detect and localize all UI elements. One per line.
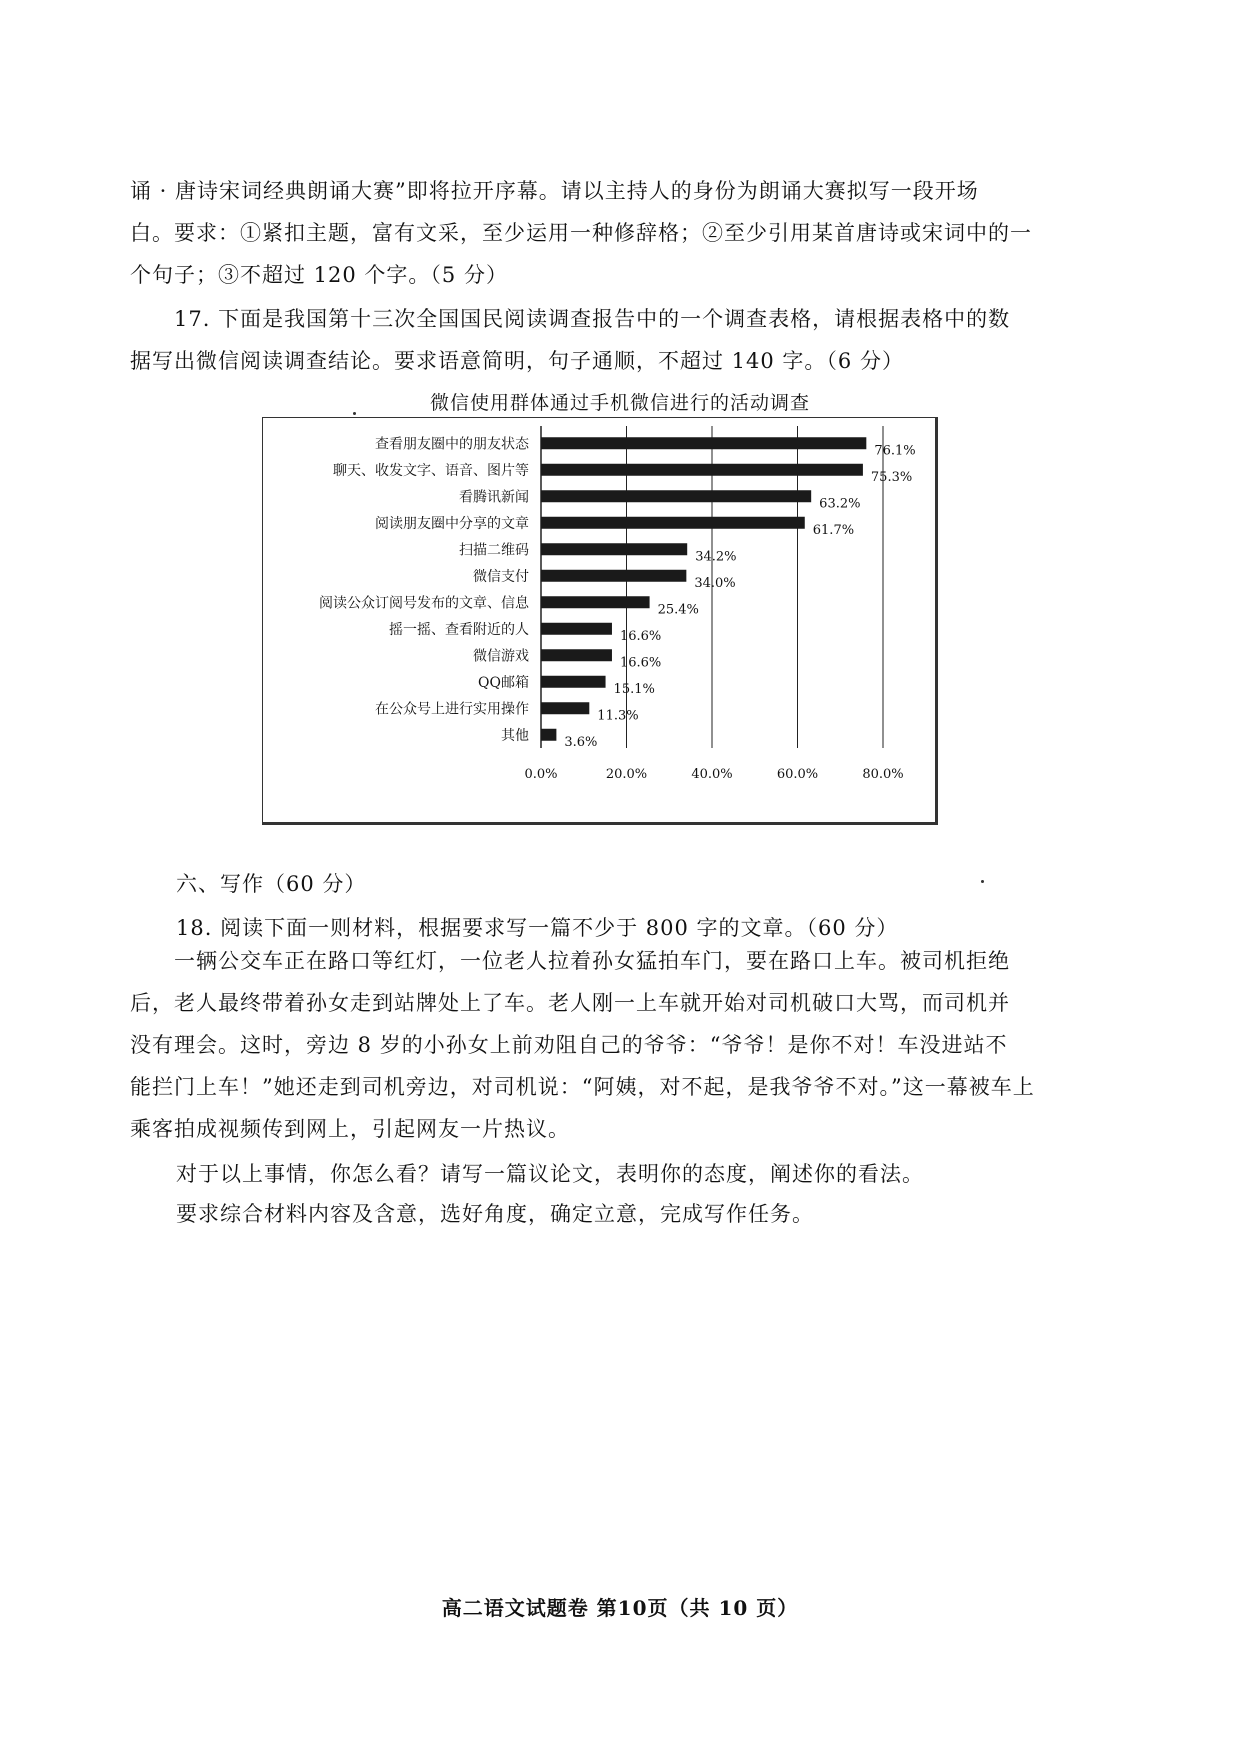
category-label: 摇一摇、查看附近的人 bbox=[389, 621, 529, 638]
chart-title: 微信使用群体通过手机微信进行的活动调查 bbox=[429, 392, 810, 414]
category-label: 聊天、收发文字、语音、图片等 bbox=[333, 462, 529, 479]
x-tick-label: 60.0% bbox=[776, 767, 819, 782]
value-label: 34.0% bbox=[694, 575, 736, 591]
category-label: 阅读朋友圈中分享的文章 bbox=[375, 515, 529, 532]
bar bbox=[541, 517, 805, 529]
value-label: 15.1% bbox=[613, 681, 655, 697]
q16-line-1: 诵 · 唐诗宋词经典朗诵大赛”即将拉开序幕。请以主持人的身份为朗诵大赛拟写一段开场 bbox=[130, 179, 979, 203]
value-label: 25.4% bbox=[657, 602, 699, 618]
writing-requirements: 要求综合材料内容及含意，选好角度，确定立意，完成写作任务。 bbox=[176, 1202, 814, 1226]
value-label: 34.2% bbox=[695, 549, 737, 565]
category-label: 阅读公众订阅号发布的文章、信息 bbox=[319, 595, 529, 612]
material-line-1: 一辆公交车正在路口等红灯，一位老人拉着孙女猛拍车门，要在路口上车。被司机拒绝 bbox=[174, 949, 1010, 973]
page-footer: 高二语文试题卷 第10页（共 10 页） bbox=[441, 1596, 799, 1620]
category-label: 看腾讯新闻 bbox=[459, 489, 529, 506]
q16-line-3: 个句子；③不超过 120 个字。（5 分） bbox=[130, 263, 508, 287]
bar bbox=[541, 596, 650, 608]
bar-chart-svg bbox=[263, 418, 935, 822]
question-18: 18. 阅读下面一则材料，根据要求写一篇不少于 800 字的文章。（60 分） bbox=[176, 916, 899, 940]
category-label: QQ邮箱 bbox=[478, 674, 529, 691]
bar bbox=[541, 570, 686, 582]
value-label: 3.6% bbox=[564, 734, 598, 750]
scan-speck bbox=[981, 880, 984, 883]
value-label: 75.3% bbox=[870, 469, 913, 485]
bar bbox=[541, 676, 606, 688]
bar bbox=[541, 437, 866, 449]
category-label: 微信支付 bbox=[473, 568, 529, 585]
x-tick-label: 0.0% bbox=[524, 767, 558, 782]
x-tick-label: 80.0% bbox=[862, 767, 904, 782]
value-label: 16.6% bbox=[619, 655, 662, 671]
question-16-continuation bbox=[130, 170, 1090, 296]
category-label: 微信游戏 bbox=[473, 648, 529, 665]
material-line-3: 没有理会。这时，旁边 8 岁的小孙女上前劝阻自己的爷爷：“爷爷！是你不对！车没进站不 bbox=[130, 1033, 1008, 1057]
scan-speck bbox=[353, 412, 356, 415]
writing-material bbox=[130, 940, 1090, 1150]
bar bbox=[541, 649, 612, 661]
material-line-2: 后，老人最终带着孙女走到站牌处上了车。老人刚一上车就开始对司机破口大骂，而司机并 bbox=[130, 991, 1010, 1015]
q16-line-2: 白。要求：①紧扣主题，富有文采，至少运用一种修辞格；②至少引用某首唐诗或宋词中的一 bbox=[130, 221, 1032, 245]
bar bbox=[541, 543, 687, 555]
category-label: 查看朋友圈中的朋友状态 bbox=[375, 436, 529, 453]
bar bbox=[541, 702, 589, 714]
value-label: 63.2% bbox=[819, 496, 861, 512]
material-line-5: 乘客拍成视频传到网上，引起网友一片热议。 bbox=[130, 1117, 570, 1141]
category-label: 在公众号上进行实用操作 bbox=[375, 701, 529, 718]
bar bbox=[541, 623, 612, 635]
bar-chart bbox=[262, 417, 938, 825]
q17-line-1: 17. 下面是我国第十三次全国国民阅读调查报告中的一个调查表格，请根据表格中的数 bbox=[174, 307, 1011, 331]
bar bbox=[541, 464, 863, 476]
value-label: 61.7% bbox=[812, 522, 855, 538]
writing-task: 对于以上事情，你怎么看？请写一篇议论文，表明你的态度，阐述你的看法。 bbox=[176, 1162, 924, 1186]
x-tick-label: 40.0% bbox=[691, 767, 733, 782]
material-line-4: 能拦门上车！”她还走到司机旁边，对司机说：“阿姨，对不起，是我爷爷不对。”这一幕被车上 bbox=[130, 1075, 1035, 1099]
bar bbox=[541, 729, 556, 741]
category-label: 其他 bbox=[501, 727, 529, 744]
category-label: 扫描二维码 bbox=[459, 542, 529, 559]
value-label: 76.1% bbox=[874, 443, 916, 459]
bar bbox=[541, 490, 811, 502]
section-6-heading: 六、写作（60 分） bbox=[176, 872, 367, 896]
question-17 bbox=[130, 298, 1090, 382]
q17-line-2: 据写出微信阅读调查结论。要求语意简明，句子通顺，不超过 140 字。（6 分） bbox=[130, 349, 904, 373]
x-tick-label: 20.0% bbox=[605, 767, 648, 782]
value-label: 16.6% bbox=[619, 628, 662, 644]
value-label: 11.3% bbox=[597, 708, 639, 724]
